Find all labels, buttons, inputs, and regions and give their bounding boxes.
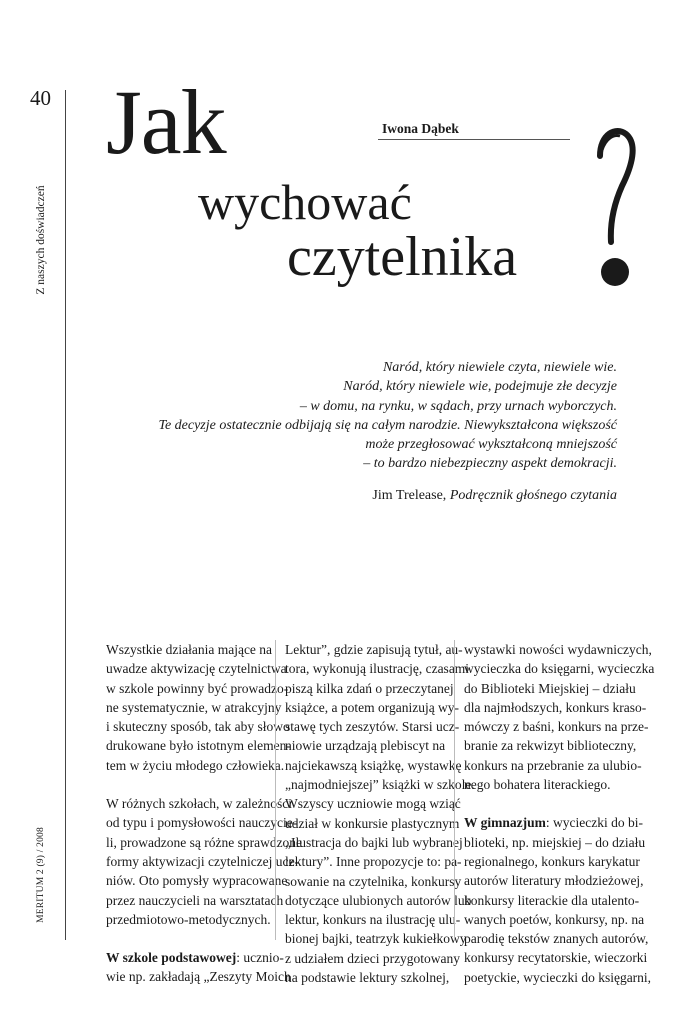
- body-line: branie za rekwizyt biblioteczny,: [464, 738, 637, 754]
- title-line-3: czytelnika: [287, 226, 518, 288]
- margin-rule: [65, 90, 66, 940]
- body-line: lektury”. Inne propozycje to: pa-: [285, 854, 462, 870]
- body-line: konkursy literackie dla utalento-: [464, 892, 640, 908]
- body-line: udział w konkursie plastycznym: [285, 815, 460, 831]
- journal-label: MERITUM 2 (9) / 2008: [36, 827, 46, 923]
- body-line: W gimnazjum: wycieczki do bi-: [464, 815, 643, 831]
- body-line: parodię tekstów znanych autorów,: [464, 931, 649, 947]
- author-rule: [378, 139, 570, 140]
- body-line: wie np. zakładają „Zeszyty Moich: [106, 969, 291, 985]
- subheading: W gimnazjum: [464, 815, 546, 831]
- title-line-1: Jak: [106, 71, 226, 173]
- body-line: „najmodniejszej” książki w szkole.: [285, 777, 475, 793]
- body-line: przedmiotowo-metodycznych.: [106, 911, 271, 927]
- body-line: do Biblioteki Miejskiej – działu: [464, 680, 636, 696]
- body-line: przez nauczycieli na warsztatach: [106, 892, 284, 908]
- epigraph-line: Naród, który niewiele czyta, niewiele wie.: [382, 360, 617, 375]
- body-line: w szkole powinny być prowadzo-: [106, 680, 289, 696]
- page-number: 40: [30, 86, 51, 110]
- body-line: tora, wykonują ilustrację, czasami: [285, 661, 470, 677]
- body-line: wycieczka do księgarni, wycieczka: [464, 661, 655, 677]
- epigraph: [97, 358, 617, 474]
- body-line: regionalnego, konkurs karykatur: [464, 853, 640, 869]
- body-line: lektur, konkurs na ilustrację ulu-: [285, 912, 461, 928]
- body-column-3: [464, 640, 655, 987]
- epigraph-attribution: Jim Trelease, Podręcznik głośnego czytania: [372, 488, 617, 503]
- body-line: mówczy z baśni, konkurs na prze-: [464, 719, 649, 735]
- epigraph-line: Te decyzje ostatecznie odbijają się na całym narodzie. Niewykształcona większość: [158, 417, 617, 433]
- body-line: bionej bajki, teatrzyk kukiełkowy: [285, 931, 467, 947]
- body-line: Wszystkie działania mające na: [106, 642, 273, 657]
- title-line-2: wychować: [198, 174, 412, 230]
- body-line: poetyckie, wycieczki do księgarni,: [464, 969, 652, 985]
- body-line: „Ilustracja do bajki lub wybranej: [285, 834, 463, 850]
- body-line: najciekawszą książkę, wystawkę: [285, 757, 462, 773]
- column-rule: [454, 640, 455, 940]
- body-line: dotyczące ulubionych autorów lub: [285, 892, 472, 908]
- column-rule: [275, 640, 276, 940]
- body-line: W różnych szkołach, w zależności: [106, 796, 293, 812]
- body-line: uwadze aktywizację czytelnictwa: [106, 661, 287, 677]
- body-line: stawę tych zeszytów. Starsi ucz-: [285, 719, 460, 735]
- body-line: książce, a potem organizują wy-: [285, 699, 460, 715]
- body-line: blioteki, np. miejskiej – do działu: [464, 834, 646, 850]
- body-line: piszą kilka zdań o przeczytanej: [285, 680, 454, 696]
- body-line: konkursy recytatorskie, wieczorki: [464, 950, 648, 966]
- epigraph-line: – w domu, na rynku, w sądach, przy urnach wyborczych.: [299, 398, 617, 414]
- body-line: Wszyscy uczniowie mogą wziąć: [285, 796, 461, 812]
- body-line: od typu i pomysłowości nauczycie-: [106, 815, 298, 831]
- body-line: sowanie na czytelnika, konkursy: [285, 873, 462, 889]
- body-column-2: [285, 640, 475, 987]
- body-line: W szkole podstawowej: ucznio-: [106, 950, 284, 966]
- epigraph-line: Naród, który niewiele wie, podejmuje złe decyzje: [343, 379, 617, 395]
- body-line: wystawki nowości wydawniczych,: [464, 642, 652, 657]
- author-name: Iwona Dąbek: [382, 121, 459, 136]
- body-line: nego bohatera literackiego.: [464, 777, 611, 793]
- body-line: na podstawie lektury szkolnej,: [285, 970, 450, 986]
- epigraph-line: może przegłosować wykształconą mniejszość: [365, 437, 617, 453]
- body-column-1: [106, 640, 303, 987]
- subheading: W szkole podstawowej: [106, 950, 237, 966]
- body-line: i skuteczny sposób, tak aby słowo: [106, 719, 290, 735]
- body-line: ne systematycznie, w atrakcyjny: [106, 699, 282, 715]
- body-line: z udziałem dzieci przygotowany: [285, 950, 461, 966]
- body-line: autorów literatury młodzieżowej,: [464, 873, 644, 889]
- body-line: li, prowadzone są różne sprawdzone: [106, 834, 303, 850]
- body-line: formy aktywizacji czytelniczej ucz-: [106, 853, 300, 869]
- body-line: konkurs na przebranie za ulubio-: [464, 757, 642, 773]
- body-line: niowie urządzają plebiscyt na: [285, 738, 446, 754]
- section-label: Z naszych doświadczeń: [35, 185, 47, 295]
- body-line: tem w życiu młodego człowieka.: [106, 757, 285, 773]
- epigraph-line: – to bardzo niebezpieczny aspekt demokracji.: [363, 456, 617, 472]
- body-line: wanych poetów, konkursy, np. na: [464, 911, 645, 927]
- question-mark-graphic: [596, 124, 642, 294]
- body-line: Lektur”, gdzie zapisują tytuł, au-: [285, 642, 463, 657]
- body-line: dla najmłodszych, konkurs kraso-: [464, 699, 647, 715]
- body-line: niów. Oto pomysły wypracowane: [106, 873, 288, 889]
- body-line: drukowane było istotnym elemen-: [106, 738, 291, 754]
